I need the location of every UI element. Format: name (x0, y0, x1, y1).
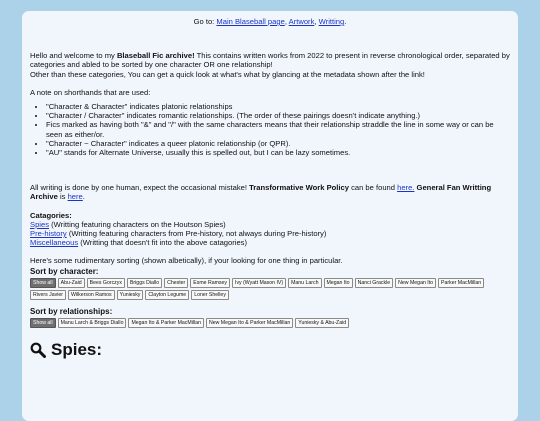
category-desc: (Writting that doesn't fit into the above catagories) (78, 238, 248, 248)
category-link-pre-history[interactable]: Pre-history (30, 229, 67, 239)
character-filter-button[interactable]: Parker MacMillan (438, 278, 484, 288)
shorthand-item: • "Character ~ Character" indicates a queer platonic relationship (or QPR). (46, 139, 510, 148)
category-link-spies[interactable]: Spies (30, 219, 49, 229)
policy-text: is (57, 192, 68, 202)
shorthand-list (30, 102, 510, 157)
relationship-filter-button[interactable]: Yuniesky & Abu-Zaid (295, 318, 349, 328)
content-card (22, 11, 518, 421)
character-filter-button[interactable]: Loner Shelley (191, 290, 229, 300)
relationship-filter-button[interactable]: Manu Larch & Briggs Diallo (58, 318, 127, 328)
category-row (30, 238, 510, 247)
shorthand-item: • "Character & Character" indicates platonic relationships (46, 102, 510, 111)
character-filter-button[interactable]: Nanci Grackle (355, 278, 394, 288)
character-filter-button[interactable]: Megan Ito (324, 278, 353, 288)
nav-link-artwork[interactable]: Artwork (288, 17, 315, 26)
categories-heading: Catagories: (30, 210, 72, 220)
section-heading-spies (30, 340, 510, 360)
magnifier-icon (30, 342, 46, 358)
policy-bold: Transformative Work Policy (249, 183, 349, 193)
intro-text: This contains written works from 2022 to present in reverse chronological order, separated by categories and abled to be sorted by one character OR one relationship! (30, 51, 510, 70)
category-desc: (Writting featuring characters from Pre-history, not always during Pre-history) (66, 229, 327, 239)
sort-relationship-label: Sort by relationships: (30, 306, 113, 316)
policy-paragraph (30, 183, 510, 201)
intro-text-2: Other than these categories, You can get a quick look at what's what by glancing at the metadata shown after the link! (30, 69, 425, 79)
category-link-miscellaneous[interactable]: Miscellaneous (30, 238, 79, 248)
character-filter-button[interactable]: Chester (164, 278, 188, 288)
character-filter-button[interactable]: Clayton Legume (145, 290, 189, 300)
character-filter-button[interactable]: Yuniesky (117, 290, 144, 300)
character-filter-button[interactable]: Rivers Javier (30, 290, 66, 300)
sorting-intro: Here's some rudimentary sorting (shown albetically), if your looking for one thing in particular. (30, 256, 343, 266)
policy-text: can be found (348, 183, 398, 193)
nav-sep: , (284, 17, 287, 26)
shorthand-section (30, 88, 510, 157)
relationship-filter-button[interactable]: Show all (30, 318, 56, 328)
intro-bold: Blaseball Fic archive! (116, 51, 195, 61)
nav-sep: . (344, 17, 347, 26)
category-row (30, 220, 510, 229)
categories-section (30, 211, 510, 248)
intro-text: Hello and welcome to my (30, 51, 117, 61)
character-filter-button[interactable]: Esme Ramsey (190, 278, 230, 288)
nav-prefix: Go to: (193, 17, 215, 26)
character-filter-button[interactable]: New Megan Ito (395, 278, 436, 288)
nav-bar (30, 17, 510, 26)
archive-link[interactable]: here (67, 192, 83, 202)
character-filter-button[interactable]: Show all (30, 278, 56, 288)
shorthand-heading: A note on shorthands that are used: (30, 87, 151, 97)
intro-paragraph (30, 51, 510, 79)
category-row (30, 229, 510, 238)
nav-link-writting[interactable]: Writting (318, 17, 345, 26)
nav-sep: , (314, 17, 317, 26)
character-filter-button[interactable]: Wilkerson Ramos (68, 290, 115, 300)
shorthand-item: • Fics marked as having both "&" and "/" with the same characters means that their relationship straddle the line in some way or can be seen as either/or. (46, 120, 510, 138)
policy-text: . (82, 192, 85, 202)
shorthand-item: • "AU" stands for Alternate Universe, usually this is spelled out, but I can be lazy sometimes. (46, 148, 510, 157)
character-filter-group (30, 278, 510, 300)
policy-link[interactable]: here. (397, 183, 415, 193)
character-filter-button[interactable]: Bees Gorczyx (87, 278, 125, 288)
character-filter-button[interactable]: Manu Larch (288, 278, 321, 288)
policy-text: All writing is done by one human, expect the occasional mistake! (30, 183, 250, 193)
sort-character-label: Sort by character: (30, 266, 99, 276)
relationship-filter-group (30, 318, 510, 328)
section-title: Spies: (51, 340, 103, 360)
nav-link-main-blaseball[interactable]: Main Blaseball page (216, 17, 285, 26)
character-filter-button[interactable]: Abu-Zaid (58, 278, 85, 288)
character-filter-button[interactable]: Briggs Diallo (127, 278, 162, 288)
shorthand-item: • "Character / Character" indicates romantic relationships. (The order of these pairings doesn't indicate anything.) (46, 111, 510, 120)
character-filter-button[interactable]: Ivy (Wyatt Mason IV) (232, 278, 286, 288)
archive-bold: General Fan Writting Archive (30, 183, 492, 202)
relationship-filter-button[interactable]: Megan Ito & Parker MacMillan (128, 318, 203, 328)
category-desc: (Writting featuring characters on the Houtson Spies) (49, 219, 226, 229)
relationship-filter-button[interactable]: New Megan Ito & Parker MacMillan (206, 318, 293, 328)
